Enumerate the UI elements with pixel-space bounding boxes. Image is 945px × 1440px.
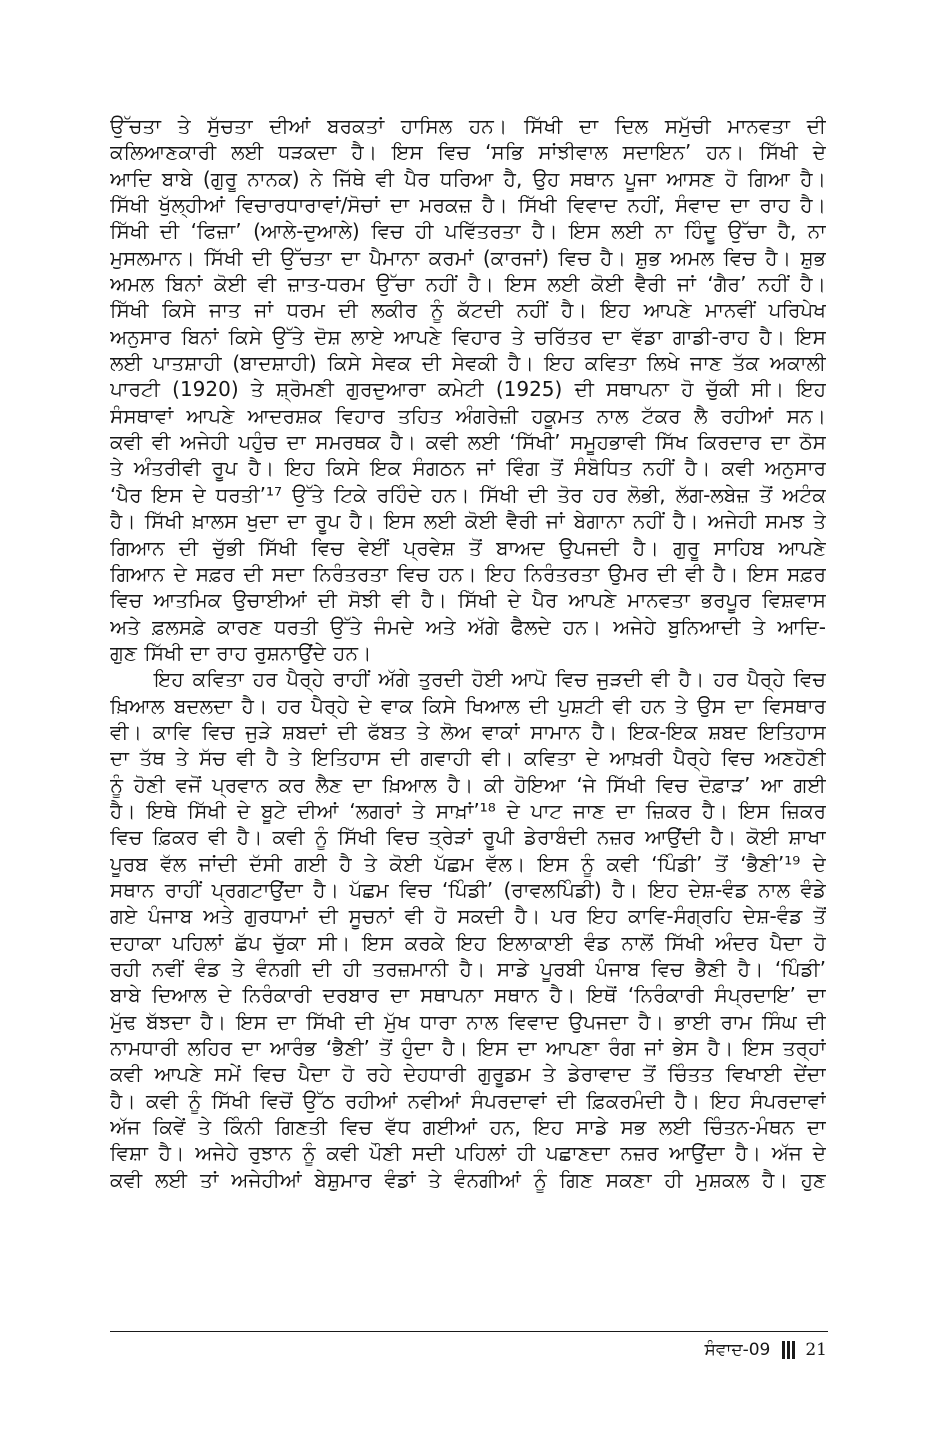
text-line: ਸਿੱਖੀ ਖੁੱਲ੍ਹੀਆਂ ਵਿਚਾਰਧਾਰਾਵਾਂ/ਸੋਚਾਂ ਦਾ ਮਰਕਜ਼ ਹੈ। ਸਿੱਖੀ ਵਿਵਾਦ ਨਹੀਂ, ਸੰਵਾਦ ਦਾ ਰਾਹ ਹੈ। (110, 193, 826, 218)
text-line: ਗਏ ਪੰਜਾਬ ਅਤੇ ਗੁਰਧਾਮਾਂ ਦੀ ਸੂਚਨਾਂ ਵੀ ਹੋ ਸਕਦੀ ਹੈ। ਪਰ ਇਹ ਕਾਵਿ-ਸੰਗ੍ਰਹਿ ਦੇਸ਼-ਵੰਡ ਤੋਂ (110, 904, 826, 929)
text-line: ਪੂਰਬ ਵੱਲ ਜਾਂਦੀ ਦੱਸੀ ਗਈ ਹੈ ਤੇ ਕੋਈ ਪੱਛਮ ਵੱਲ। ਇਸ ਨੂੰ ਕਵੀ ‘ਪਿੰਡੀ’ ਤੋਂ ‘ਭੈਣੀ’¹⁹ ਦੇ (110, 851, 826, 876)
paragraph-end-line: ਗੁਣ ਸਿੱਖੀ ਦਾ ਰਾਹ ਰੁਸ਼ਨਾਉਂਦੇ ਹਨ। (110, 640, 372, 665)
text-line: ਨਾਮਧਾਰੀ ਲਹਿਰ ਦਾ ਆਰੰਭ ‘ਭੈਣੀ’ ਤੋਂ ਹੁੰਦਾ ਹੈ। ਇਸ ਦਾ ਆਪਣਾ ਰੰਗ ਜਾਂ ਭੇਸ ਹੈ। ਇਸ ਤਰ੍ਹਾਂ (110, 1036, 826, 1061)
text-line: ਰਹੀ ਨਵੀਂ ਵੰਡ ਤੇ ਵੰਨਗੀ ਦੀ ਹੀ ਤਰਜ਼ਮਾਨੀ ਹੈ। ਸਾਡੇ ਪੂਰਬੀ ਪੰਜਾਬ ਵਿਚ ਭੈਣੀ ਹੈ। ‘ਪਿੰਡੀ’ (110, 957, 826, 981)
text-line: ਮੁੱਢ ਬੱਝਦਾ ਹੈ। ਇਸ ਦਾ ਸਿੱਖੀ ਦੀ ਮੁੱਖ ਧਾਰਾ ਨਾਲ ਵਿਵਾਦ ਉਪਜਦਾ ਹੈ। ਭਾਈ ਰਾਮ ਸਿੰਘ ਦੀ (110, 1009, 826, 1034)
text-line: ਲਈ ਪਾਤਸ਼ਾਹੀ (ਬਾਦਸ਼ਾਹੀ) ਕਿਸੇ ਸੇਵਕ ਦੀ ਸੇਵਕੀ ਹੈ। ਇਹ ਕਵਿਤਾ ਲਿਖੇ ਜਾਣ ਤੱਕ ਅਕਾਲੀ (110, 351, 826, 376)
text-line: ਵਿਚ ਆਤਮਿਕ ਉਚਾਈਆਂ ਦੀ ਸੋਝੀ ਵੀ ਹੈ। ਸਿੱਖੀ ਦੇ ਪੈਰ ਆਪਣੇ ਮਾਨਵਤਾ ਭਰਪੂਰ ਵਿਸ਼ਵਾਸ (110, 588, 826, 613)
text-line: ਵੀ। ਕਾਵਿ ਵਿਚ ਜੁੜੇ ਸ਼ਬਦਾਂ ਦੀ ਫੱਬਤ ਤੇ ਲੋਅ ਵਾਕਾਂ ਸਾਮਾਨ ਹੈ। ਇਕ-ਇਕ ਸ਼ਬਦ ਇਤਿਹਾਸ (110, 719, 826, 744)
text-line: ‘ਪੈਰ ਇਸ ਦੇ ਧਰਤੀ’¹⁷ ਉੱਤੇ ਟਿਕੇ ਰਹਿੰਦੇ ਹਨ। ਸਿੱਖੀ ਦੀ ਤੋਰ ਹਰ ਲੋਭੀ, ਲੱਗ-ਲਬੇਜ਼ ਤੋਂ ਅਟੰਕ (110, 482, 826, 507)
text-line: ਅਨੁਸਾਰ ਬਿਨਾਂ ਕਿਸੇ ਉੱਤੇ ਦੋਸ਼ ਲਾਏ ਆਪਣੇ ਵਿਹਾਰ ਤੇ ਚਰਿੱਤਰ ਦਾ ਵੱਡਾ ਗਾਡੀ-ਰਾਹ ਹੈ। ਇਸ (110, 324, 826, 349)
text-line: ਦਾ ਤੱਥ ਤੇ ਸੱਚ ਵੀ ਹੈ ਤੇ ਇਤਿਹਾਸ ਦੀ ਗਵਾਹੀ ਵੀ। ਕਵਿਤਾ ਦੇ ਆਖ਼ਰੀ ਪੈਰ੍ਹੇ ਵਿਚ ਅਣਹੋਣੀ (110, 746, 826, 771)
text-line: ਗਿਆਨ ਦੇ ਸਫ਼ਰ ਦੀ ਸਦਾ ਨਿਰੰਤਰਤਾ ਵਿਚ ਹਨ। ਇਹ ਨਿਰੰਤਰਤਾ ਉਮਰ ਦੀ ਵੀ ਹੈ। ਇਸ ਸਫ਼ਰ (110, 561, 826, 586)
text-line: ਕਲਿਆਣਕਾਰੀ ਲਈ ਧੜਕਦਾ ਹੈ। ਇਸ ਵਿਚ ‘ਸਭਿ ਸਾਂਝੀਵਾਲ ਸਦਾਇਨ’ ਹਨ। ਸਿੱਖੀ ਦੇ (110, 140, 826, 165)
text-line: ਸਿੱਖੀ ਦੀ ‘ਫਿਜ਼ਾ’ (ਆਲੇ-ਦੁਆਲੇ) ਵਿਚ ਹੀ ਪਵਿੱਤਰਤਾ ਹੈ। ਇਸ ਲਈ ਨਾ ਹਿੰਦੂ ਉੱਚਾ ਹੈ, ਨਾ (110, 219, 826, 244)
footer-divider (110, 1331, 828, 1332)
text-line: ਸੰਸਥਾਵਾਂ ਆਪਣੇ ਆਦਰਸ਼ਕ ਵਿਹਾਰ ਤਹਿਤ ਅੰਗਰੇਜ਼ੀ ਹਕੂਮਤ ਨਾਲ ਟੱਕਰ ਲੈ ਰਹੀਆਂ ਸਨ। (110, 403, 826, 428)
text-line: ਪਾਰਟੀ (1920) ਤੇ ਸ਼੍ਰੋਮਣੀ ਗੁਰਦੁਆਰਾ ਕਮੇਟੀ (1925) ਦੀ ਸਥਾਪਨਾ ਹੋ ਚੁੱਕੀ ਸੀ। ਇਹ (110, 377, 826, 402)
text-line: ਕਵੀ ਵੀ ਅਜੇਹੀ ਪਹੁੰਚ ਦਾ ਸਮਰਥਕ ਹੈ। ਕਵੀ ਲਈ ‘ਸਿੱਖੀ’ ਸਮੂਹਭਾਵੀ ਸਿੱਖ ਕਿਰਦਾਰ ਦਾ ਠੋਸ (110, 430, 826, 455)
body-text (110, 113, 826, 1193)
text-line: ਮੁਸਲਮਾਨ। ਸਿੱਖੀ ਦੀ ਉੱਚਤਾ ਦਾ ਪੈਮਾਨਾ ਕਰਮਾਂ (ਕਾਰਜਾਂ) ਵਿਚ ਹੈ। ਸ਼ੁਭ ਅਮਲ ਵਿਚ ਹੈ। ਸ਼ੁਭ (110, 245, 826, 270)
journal-name: ਸੰਵਾਦ-09 (704, 1340, 771, 1360)
text-line: ਉੱਚਤਾ ਤੇ ਸੁੱਚਤਾ ਦੀਆਂ ਬਰਕਤਾਂ ਹਾਸਿਲ ਹਨ। ਸਿੱਖੀ ਦਾ ਦਿਲ ਸਮੁੱਚੀ ਮਾਨਵਤਾ ਦੀ (110, 114, 826, 138)
page-number: 21 (805, 1340, 827, 1360)
text-line: ਹੈ। ਕਵੀ ਨੂੰ ਸਿੱਖੀ ਵਿਚੋਂ ਉੱਠ ਰਹੀਆਂ ਨਵੀਆਂ ਸੰਪਰਦਾਵਾਂ ਦੀ ਫ਼ਿਕਰਮੰਦੀ ਹੈ। ਇਹ ਸੰਪਰਦਾਵਾਂ (110, 1088, 826, 1113)
text-line: ਹੈ। ਸਿੱਖੀ ਖ਼ਾਲਸ ਖੁਦਾ ਦਾ ਰੂਪ ਹੈ। ਇਸ ਲਈ ਕੋਈ ਵੈਰੀ ਜਾਂ ਬੇਗਾਨਾ ਨਹੀਂ ਹੈ। ਅਜੇਹੀ ਸਮਝ ਤੇ (110, 509, 826, 534)
text-line: ਹੈ। ਇਥੇ ਸਿੱਖੀ ਦੇ ਬੂਟੇ ਦੀਆਂ ‘ਲਗਰਾਂ ਤੇ ਸਾਖ਼ਾਂ’¹⁸ ਦੇ ਪਾਟ ਜਾਣ ਦਾ ਜ਼ਿਕਰ ਹੈ। ਇਸ ਜ਼ਿਕਰ (110, 798, 826, 823)
text-line: ਕਵੀ ਆਪਣੇ ਸਮੇਂ ਵਿਚ ਪੈਦਾ ਹੋ ਰਹੇ ਦੇਹਧਾਰੀ ਗੁਰੂਡਮ ਤੇ ਡੇਰਾਵਾਦ ਤੋਂ ਚਿੰਤਤ ਵਿਖਾਈ ਦੇਂਦਾ (110, 1062, 826, 1087)
text-line: ਅਮਲ ਬਿਨਾਂ ਕੋਈ ਵੀ ਜ਼ਾਤ-ਧਰਮ ਉੱਚਾ ਨਹੀਂ ਹੈ। ਇਸ ਲਈ ਕੋਈ ਵੈਰੀ ਜਾਂ ‘ਗੈਰ’ ਨਹੀਂ ਹੈ। (110, 272, 826, 297)
text-line: ਨੂੰ ਹੋਣੀ ਵਜੋਂ ਪ੍ਰਵਾਨ ਕਰ ਲੈਣ ਦਾ ਖ਼ਿਆਲ ਹੈ। ਕੀ ਹੋਇਆ ‘ਜੇ ਸਿੱਖੀ ਵਿਚ ਦੋਫ਼ਾੜ’ ਆ ਗਈ (110, 772, 826, 797)
page-footer (705, 1338, 828, 1362)
text-line: ਤੇ ਅੰਤਰੀਵੀ ਰੂਪ ਹੈ। ਇਹ ਕਿਸੇ ਇਕ ਸੰਗਠਨ ਜਾਂ ਵਿੰਗ ਤੋਂ ਸੰਬੋਧਿਤ ਨਹੀਂ ਹੈ। ਕਵੀ ਅਨੁਸਾਰ (110, 456, 826, 481)
text-line: ਕਵੀ ਲਈ ਤਾਂ ਅਜੇਹੀਆਂ ਬੇਸ਼ੁਮਾਰ ਵੰਡਾਂ ਤੇ ਵੰਨਗੀਆਂ ਨੂੰ ਗਿਣ ਸਕਣਾ ਹੀ ਮੁਸ਼ਕਲ ਹੈ। ਹੁਣ (110, 1167, 826, 1192)
text-line: ਦਹਾਕਾ ਪਹਿਲਾਂ ਛੱਪ ਚੁੱਕਾ ਸੀ। ਇਸ ਕਰਕੇ ਇਹ ਇਲਾਕਾਈ ਵੰਡ ਨਾਲੋਂ ਸਿੱਖੀ ਅੰਦਰ ਪੈਦਾ ਹੋ (110, 930, 826, 955)
text-line: ਅੱਜ ਕਿਵੇਂ ਤੇ ਕਿੰਨੀ ਗਿਣਤੀ ਵਿਚ ਵੱਧ ਗਈਆਂ ਹਨ, ਇਹ ਸਾਡੇ ਸਭ ਲਈ ਚਿੰਤਨ-ਮੰਥਨ ਦਾ (110, 1115, 826, 1140)
text-line: ਵਿਸ਼ਾ ਹੈ। ਅਜੇਹੇ ਰੁਝਾਨ ਨੂੰ ਕਵੀ ਪੌਣੀ ਸਦੀ ਪਹਿਲਾਂ ਹੀ ਪਛਾਣਦਾ ਨਜ਼ਰ ਆਉਂਦਾ ਹੈ। ਅੱਜ ਦੇ (110, 1141, 826, 1166)
triple-bar-icon (782, 1341, 795, 1359)
text-line: ਵਿਚ ਫ਼ਿਕਰ ਵੀ ਹੈ। ਕਵੀ ਨੂੰ ਸਿੱਖੀ ਵਿਚ ਤ੍ਰੇੜਾਂ ਰੂਪੀ ਡੇਰਾਬੰਦੀ ਨਜ਼ਰ ਆਉਂਦੀ ਹੈ। ਕੋਈ ਸ਼ਾਖਾ (110, 825, 826, 850)
text-line: ਅਤੇ ਫ਼ਲਸਫ਼ੇ ਕਾਰਣ ਧਰਤੀ ਉੱਤੇ ਜੰਮਦੇ ਅਤੇ ਅੱਗੇ ਫੈਲਦੇ ਹਨ। ਅਜੇਹੇ ਬੁਨਿਆਦੀ ਤੇ ਆਦਿ- (110, 614, 826, 639)
text-line: ਸਥਾਨ ਰਾਹੀਂ ਪ੍ਰਗਟਾਉਂਦਾ ਹੈ। ਪੱਛਮ ਵਿਚ ‘ਪਿੰਡੀ’ (ਰਾਵਲਪਿੰਡੀ) ਹੈ। ਇਹ ਦੇਸ਼-ਵੰਡ ਨਾਲ ਵੰਡੇ (110, 877, 826, 902)
text-line: ਗਿਆਨ ਦੀ ਚੁੱਭੀ ਸਿੱਖੀ ਵਿਚ ਵੇਈਂ ਪ੍ਰਵੇਸ਼ ਤੋਂ ਬਾਅਦ ਉਪਜਦੀ ਹੈ। ਗੁਰੂ ਸਾਹਿਬ ਆਪਣੇ (110, 535, 826, 560)
paragraph-start-line: ਇਹ ਕਵਿਤਾ ਹਰ ਪੈਰ੍ਹੇ ਰਾਹੀਂ ਅੱਗੇ ਤੁਰਦੀ ਹੋਈ ਆਪੋ ਵਿਚ ਜੁੜਦੀ ਵੀ ਹੈ। ਹਰ ਪੈਰ੍ਹੇ ਵਿਚ (154, 667, 826, 692)
text-line: ਆਦਿ ਬਾਬੇ (ਗੁਰੂ ਨਾਨਕ) ਨੇ ਜਿੱਥੇ ਵੀ ਪੈਰ ਧਰਿਆ ਹੈ, ਉਹ ਸਥਾਨ ਪੂਜਾ ਆਸਣ ਹੋ ਗਿਆ ਹੈ। (110, 166, 826, 191)
text-line: ਸਿੱਖੀ ਕਿਸੇ ਜਾਤ ਜਾਂ ਧਰਮ ਦੀ ਲਕੀਰ ਨੂੰ ਕੱਟਦੀ ਨਹੀਂ ਹੈ। ਇਹ ਆਪਣੇ ਮਾਨਵੀਂ ਪਰਿਪੇਖ (110, 298, 826, 323)
text-line: ਖ਼ਿਆਲ ਬਦਲਦਾ ਹੈ। ਹਰ ਪੈਰ੍ਹੇ ਦੇ ਵਾਕ ਕਿਸੇ ਖਿਆਲ ਦੀ ਪੁਸ਼ਟੀ ਵੀ ਹਨ ਤੇ ਉਸ ਦਾ ਵਿਸਥਾਰ (110, 693, 826, 718)
text-line: ਬਾਬੇ ਦਿਆਲ ਦੇ ਨਿਰੰਕਾਰੀ ਦਰਬਾਰ ਦਾ ਸਥਾਪਨਾ ਸਥਾਨ ਹੈ। ਇਥੋਂ ‘ਨਿਰੰਕਾਰੀ ਸੰਪ੍ਰਦਾਇ’ ਦਾ (110, 983, 826, 1008)
